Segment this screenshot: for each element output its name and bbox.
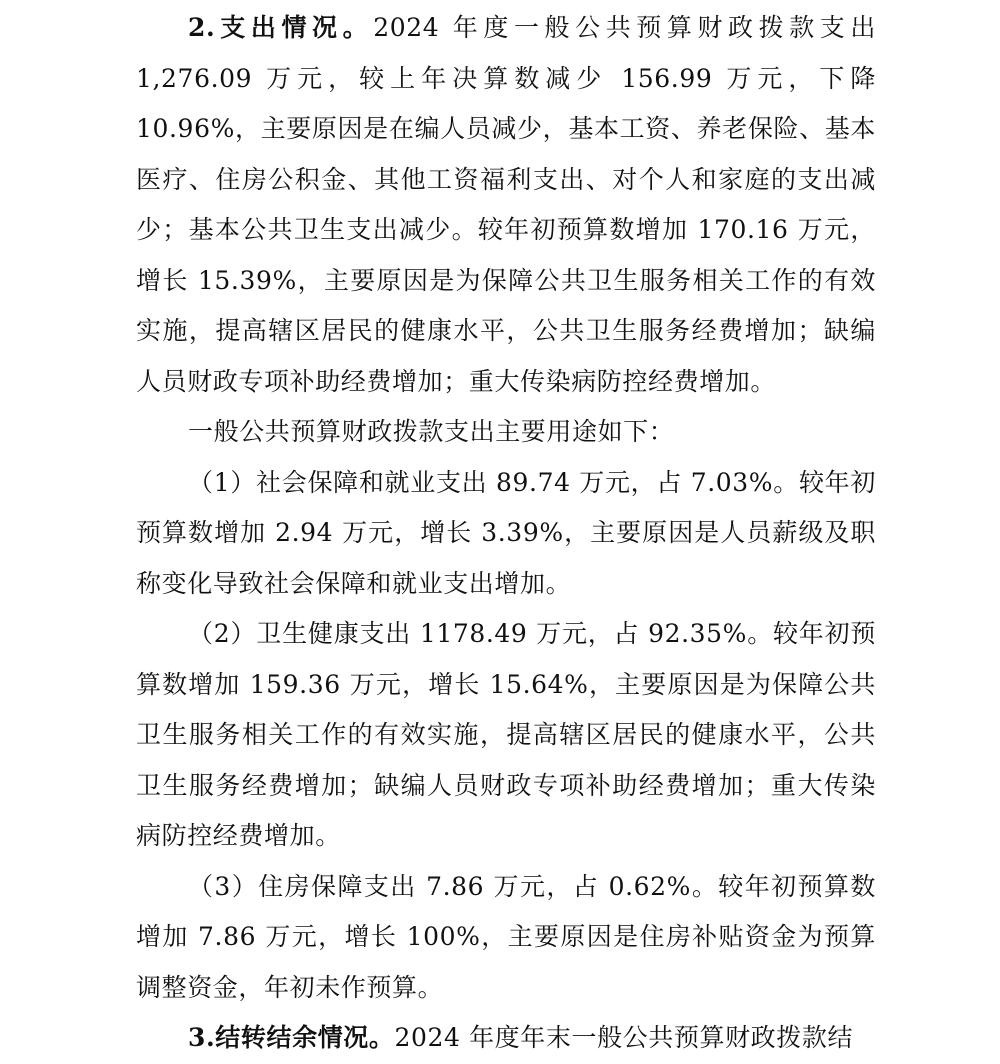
section-3-heading: 3.结转结余情况。	[188, 1023, 395, 1052]
item-housing: （3）住房保障支出 7.86 万元，占 0.62%。较年初预算数增加 7.86 万元，增长 100%，主要原因是住房补贴资金为预算调整资金，年初未作预算。	[136, 871, 876, 1002]
section-2-heading: 2.支出情况。	[188, 13, 374, 42]
item-social-security: （1）社会保障和就业支出 89.74 万元，占 7.03%。较年初预算数增加 2.94 万元，增长 3.39%，主要原因是人员薪级及职称变化导致社会保障和就业支出增加。	[136, 467, 876, 598]
section-3-paragraph	[136, 1013, 876, 1064]
expenditure-intro: 一般公共预算财政拨款支出主要用途如下：	[188, 417, 675, 446]
item-health: （2）卫生健康支出 1178.49 万元，占 92.35%。较年初预算数增加 159.36 万元，增长 15.64%，主要原因是为保障公共卫生服务相关工作的有效实施，提高辖区居民的健康水平，公共卫生服务经费增加；缺编人员财政专项补助经费增加；重大传染病防控经费增加。	[136, 619, 876, 850]
section-2-text: 2024 年度一般公共预算财政拨款支出 1,276.09 万元，较上年决算数减少 156.99 万元，下降 10.96%，主要原因是在编人员减少，基本工资、养老保险、基本医疗、住房公积金、其他工资福利支出、对个人和家庭的支出减少；基本公共卫生支出减少。较年初预算数增加 170.16 万元，增长 15.39%，主要原因是为保障公共卫生服务相关工作的有效实施，提高辖区居民的健康水平，公共卫生服务经费增加；缺编人员财政专项补助经费增加；重大传染病防控经费增加。	[136, 13, 876, 396]
section-3-text: 2024 年度年末一般公共预算财政拨款结	[394, 1023, 854, 1052]
document-page	[136, 0, 876, 1064]
section-2-paragraph	[136, 3, 876, 407]
